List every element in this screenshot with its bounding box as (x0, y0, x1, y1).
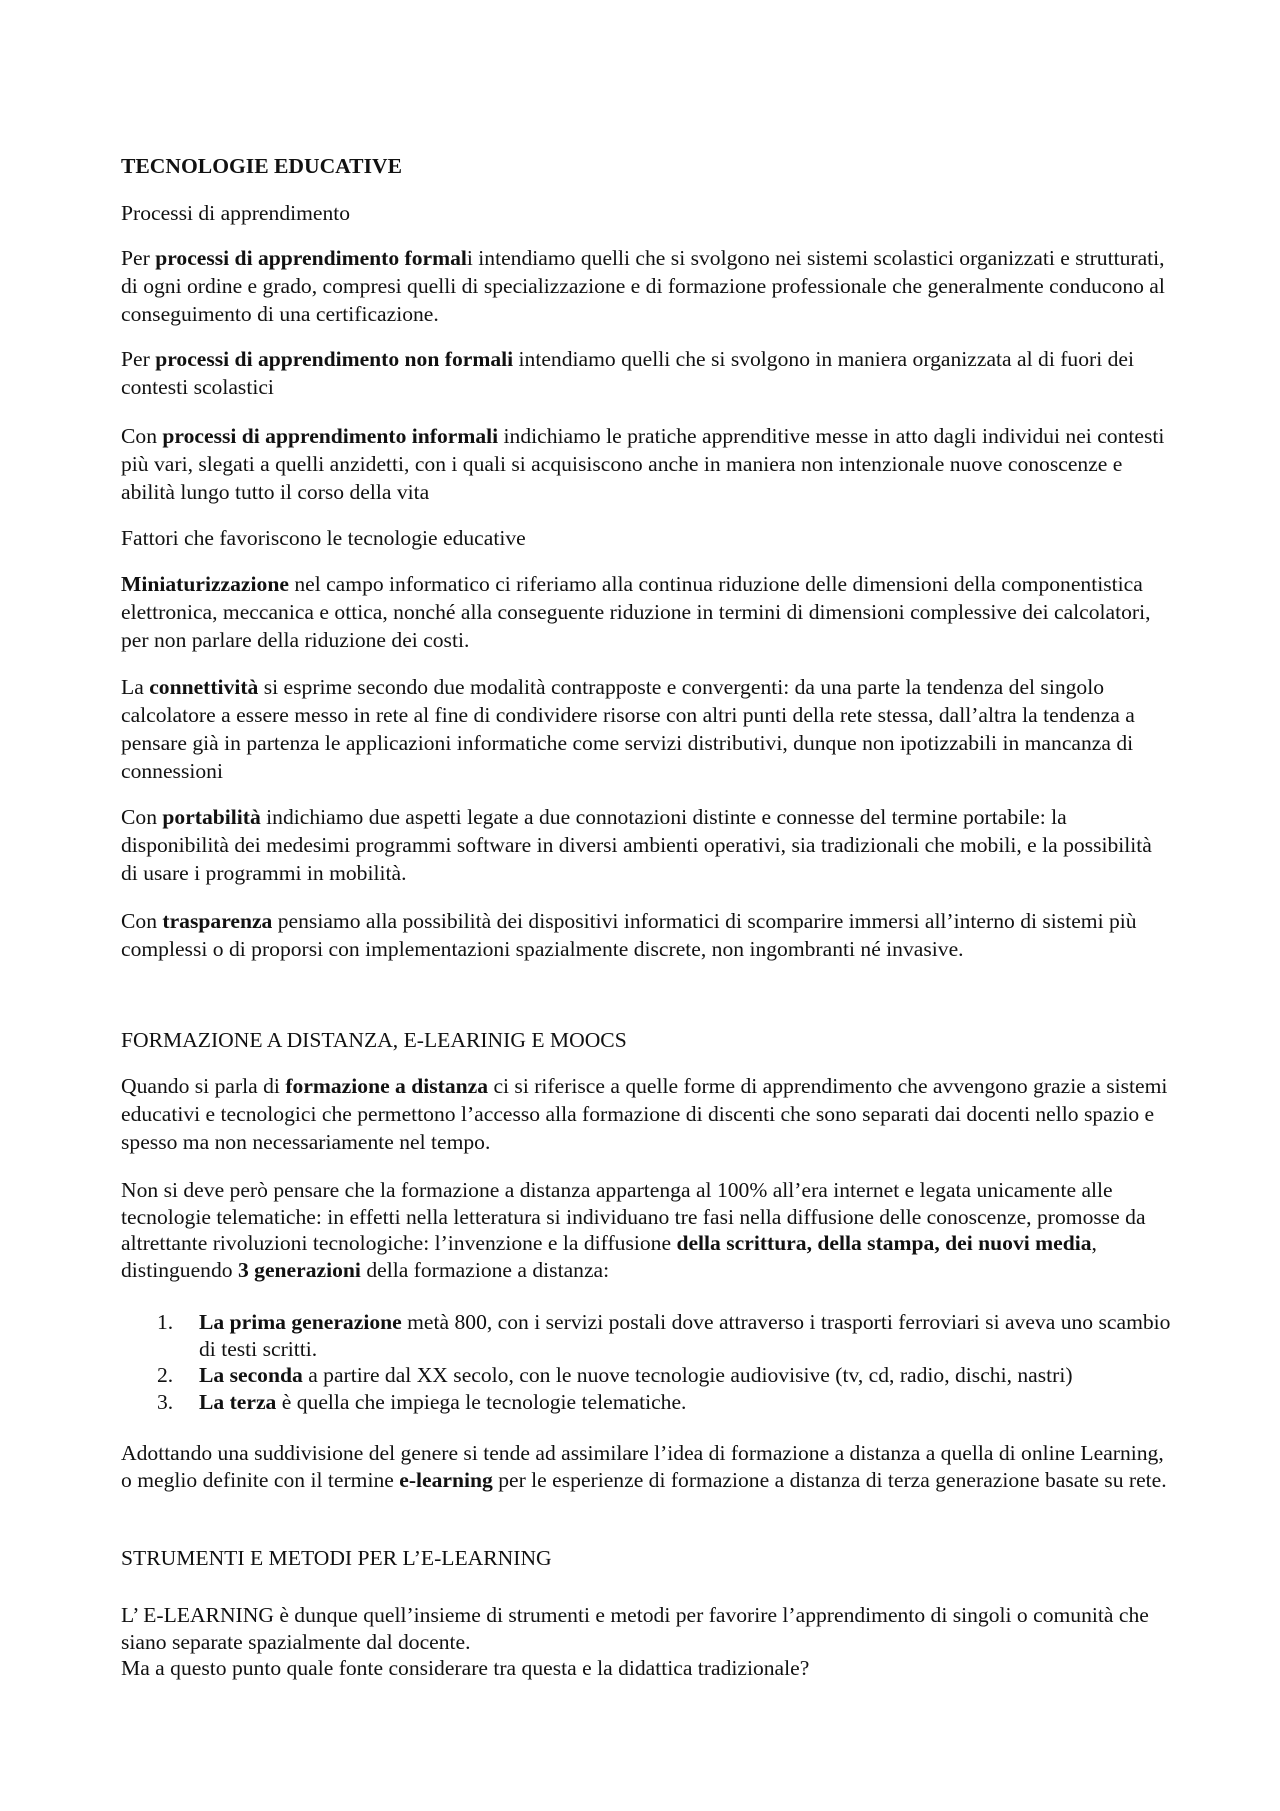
document-title: TECNOLOGIE EDUCATIVE (121, 154, 402, 178)
paragraph-elearning: Adottando una suddivisione del genere si tende ad assimilare l’idea di formazione a distanza a quella di online Learning, o meglio definite con il termine e-learning per le esperienze di formazione a distanza di terza generazione basate su rete. (121, 1441, 1167, 1492)
section-heading-strumenti: STRUMENTI E METODI PER L’E-LEARNING (121, 1546, 552, 1570)
paragraph-non-formali: Per processi di apprendimento non formali intendiamo quelli che si svolgono in maniera organizzata al di fuori dei contesti scolastici (121, 347, 1134, 399)
list-item: 2. La seconda a partire dal XX secolo, con le nuove tecnologie audiovisive (tv, cd, radio, dischi, nastri) (157, 1363, 1073, 1387)
paragraph-miniaturizzazione: Miniaturizzazione nel campo informatico ci riferiamo alla continua riduzione delle dimensioni della componentistica elettronica, meccanica e ottica, nonché alla conseguente riduzione in termini di dimensioni complessive dei calcolatori, per non parlare della riduzione dei costi. (121, 572, 1151, 652)
paragraph-connettivita: La connettività si esprime secondo due modalità contrapposte e convergenti: da una parte la tendenza del singolo calcolatore a essere messo in rete al fine di condividere risorse con altri punti della rete stessa, dall’altra la tendenza a pensare già in partenza le applicazioni informatiche come servizi distributivi, dunque non ipotizzabili in mancanza di connessioni (121, 675, 1135, 783)
paragraph-formali: Per processi di apprendimento formali intendiamo quelli che si svolgono nei sistemi scolastici organizzati e strutturati, di ogni ordine e grado, compresi quelli di specializzazione e di formazione professionale che generalmente conducono al conseguimento di una certificazione. (121, 246, 1165, 326)
paragraph-fad: Quando si parla di formazione a distanza ci si riferisce a quelle forme di apprendimento che avvengono grazie a sistemi educativi e tecnologici che permettono l’accesso alla formazione di discenti che sono separati dai docenti nello spazio e spesso ma non necessariamente nel tempo. (121, 1074, 1168, 1154)
list-item: 1. La prima generazione metà 800, con i servizi postali dove attraverso i trasporti ferroviari si aveva uno scambio di testi scritti. (157, 1310, 1171, 1361)
paragraph-portabilita: Con portabilità indichiamo due aspetti legate a due connotazioni distinte e connesse del termine portabile: la disponibilità dei medesimi programmi software in diversi ambienti operativi, sia tradizionali che mobili, e la possibilità di usare i programmi in mobilità. (121, 805, 1152, 885)
paragraph-generazioni: Non si deve però pensare che la formazione a distanza appartenga al 100% all’era internet e legata unicamente alle tecnologie telematiche: in effetti nella letteratura si individuano tre fasi nella diffusione delle conoscenze, promosse da altrettante rivoluzioni tecnologiche: l’invenzione e la diffusione della scrittura, della stampa, dei nuovi media, distinguendo 3 generazioni della formazione a distanza: (121, 1178, 1146, 1282)
generations-list (121, 1309, 1171, 1415)
section-heading-processi: Processi di apprendimento (121, 201, 351, 225)
paragraph-strumenti: L’ E-LEARNING è dunque quell’insieme di strumenti e metodi per favorire l’apprendimento di singoli o comunità che siano separate spazialmente dal docente. Ma a questo punto quale fonte considerare tra questa e la didattica tradizionale? (121, 1603, 1149, 1680)
paragraph-informali: Con processi di apprendimento informali indichiamo le pratiche apprenditive messe in atto dagli individui nei contesti più vari, slegati a quelli anzidetti, con i quali si acquisiscono anche in maniera non intenzionale nuove conoscenze e abilità lungo tutto il corso della vita (121, 424, 1165, 504)
paragraph-trasparenza: Con trasparenza pensiamo alla possibilità dei dispositivi informatici di scomparire immersi all’interno di sistemi più complessi o di proporsi con implementazioni spazialmente discrete, non ingombranti né invasive. (121, 909, 1137, 961)
section-heading-fattori: Fattori che favoriscono le tecnologie educative (121, 526, 526, 550)
section-heading-formazione-distanza: FORMAZIONE A DISTANZA, E-LEARINIG E MOOCS (121, 1028, 627, 1052)
list-item: 3. La terza è quella che impiega le tecnologie telematiche. (157, 1389, 687, 1414)
